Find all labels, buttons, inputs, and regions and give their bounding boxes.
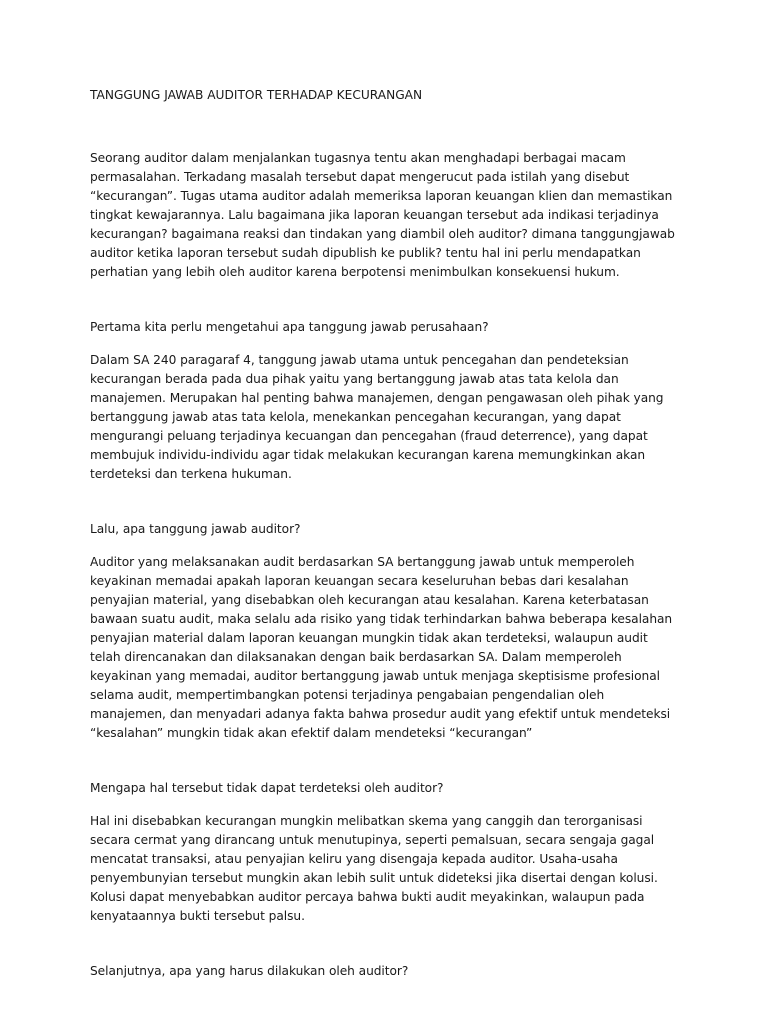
intro-paragraph: Seorang auditor dalam menjalankan tugasnya tentu akan menghadapi berbagai macam permasalahan. Terkadang masalah tersebut dapat mengerucut pada istilah yang disebut “kecurangan”. Tugas utama auditor adalah memeriksa laporan keuangan klien dan memastikan tingkat kewajarannya. Lalu bagaimana jika laporan keuangan tersebut ada indikasi terjadinya kecurangan? bagaimana reaksi dan tindakan yang diambil oleh auditor? dimana tanggungjawab auditor ketika laporan tersebut sudah dipublish ke publik? tentu hal ini perlu mendapatkan perhatian yang lebih oleh auditor karena berpotensi menimbulkan konsekuensi hukum.: [90, 151, 675, 279]
spacer: [90, 282, 680, 318]
section-paragraph: Dalam SA 240 paragaraf 4, tanggung jawab utama untuk pencegahan dan pendeteksian kecurangan berada pada dua pihak yaitu yang bertanggung jawab atas tata kelola dan manajemen. Merupakan hal penting bahwa manajemen, dengan pengawasan oleh pihak yang bertanggung jawab atas tata kelola, menekankan pencegahan kecurangan, yang dapat mengurangi peluang terjadinya kecuangan dan pencegahan (fraud deterrence), yang dapat membujuk individu-individu agar tidak melakukan kecurangan karena memungkinkan akan terdeteksi dan terkena hukuman.: [90, 353, 664, 481]
spacer: [90, 539, 680, 553]
section-paragraph: Auditor yang melaksanakan audit berdasarkan SA bertanggung jawab untuk memperoleh keyakinan memadai apakah laporan keuangan secara keseluruhan bebas dari kesalahan penyajian material, yang disebabkan oleh kecurangan atau kesalahan. Karena keterbatasan bawaan suatu audit, maka selalu ada risiko yang tidak terhindarkan bahwa beberapa kesalahan penyajian material dalam laporan keuangan mungkin tidak akan terdeteksi, walaupun audit telah direncanakan dan dilaksanakan dengan baik berdasarkan SA. Dalam memperoleh keyakinan yang memadai, auditor bertanggung jawab untuk menjaga skeptisisme profesional selama audit, mempertimbangkan potensi terjadinya pengabaian pengendalian oleh manajemen, dan menyadari adanya fakta bahwa prosedur audit yang efektif untuk mendeteksi “kesalahan” mungkin tidak akan efektif dalam mendeteksi “kecurangan”: [90, 555, 673, 740]
spacer: [90, 743, 680, 779]
document-page: [90, 86, 680, 981]
section-paragraph: Hal ini disebabkan kecurangan mungkin melibatkan skema yang canggih dan terorganisasi secara cermat yang dirancang untuk menutupinya, seperti pemalsuan, secara sengaja gagal mencatat transaksi, atau penyajian keliru yang disengaja kepada auditor. Usaha-usaha penyembunyian tersebut mungkin akan lebih sulit untuk dideteksi jika disertai dengan kolusi. Kolusi dapat menyebabkan auditor percaya bahwa bukti audit meyakinkan, walaupun pada kenyataannya bukti tersebut palsu.: [90, 814, 658, 923]
section-heading: Lalu, apa tanggung jawab auditor?: [90, 522, 301, 536]
section-heading: Selanjutnya, apa yang harus dilakukan oleh auditor?: [90, 964, 409, 978]
section-heading: Mengapa hal tersebut tidak dapat terdeteksi oleh auditor?: [90, 781, 444, 795]
spacer: [90, 484, 680, 520]
document-title: TANGGUNG JAWAB AUDITOR TERHADAP KECURANGAN: [90, 88, 423, 102]
section-heading: Pertama kita perlu mengetahui apa tanggung jawab perusahaan?: [90, 320, 489, 334]
spacer: [90, 337, 680, 351]
spacer: [90, 926, 680, 962]
spacer: [90, 798, 680, 812]
